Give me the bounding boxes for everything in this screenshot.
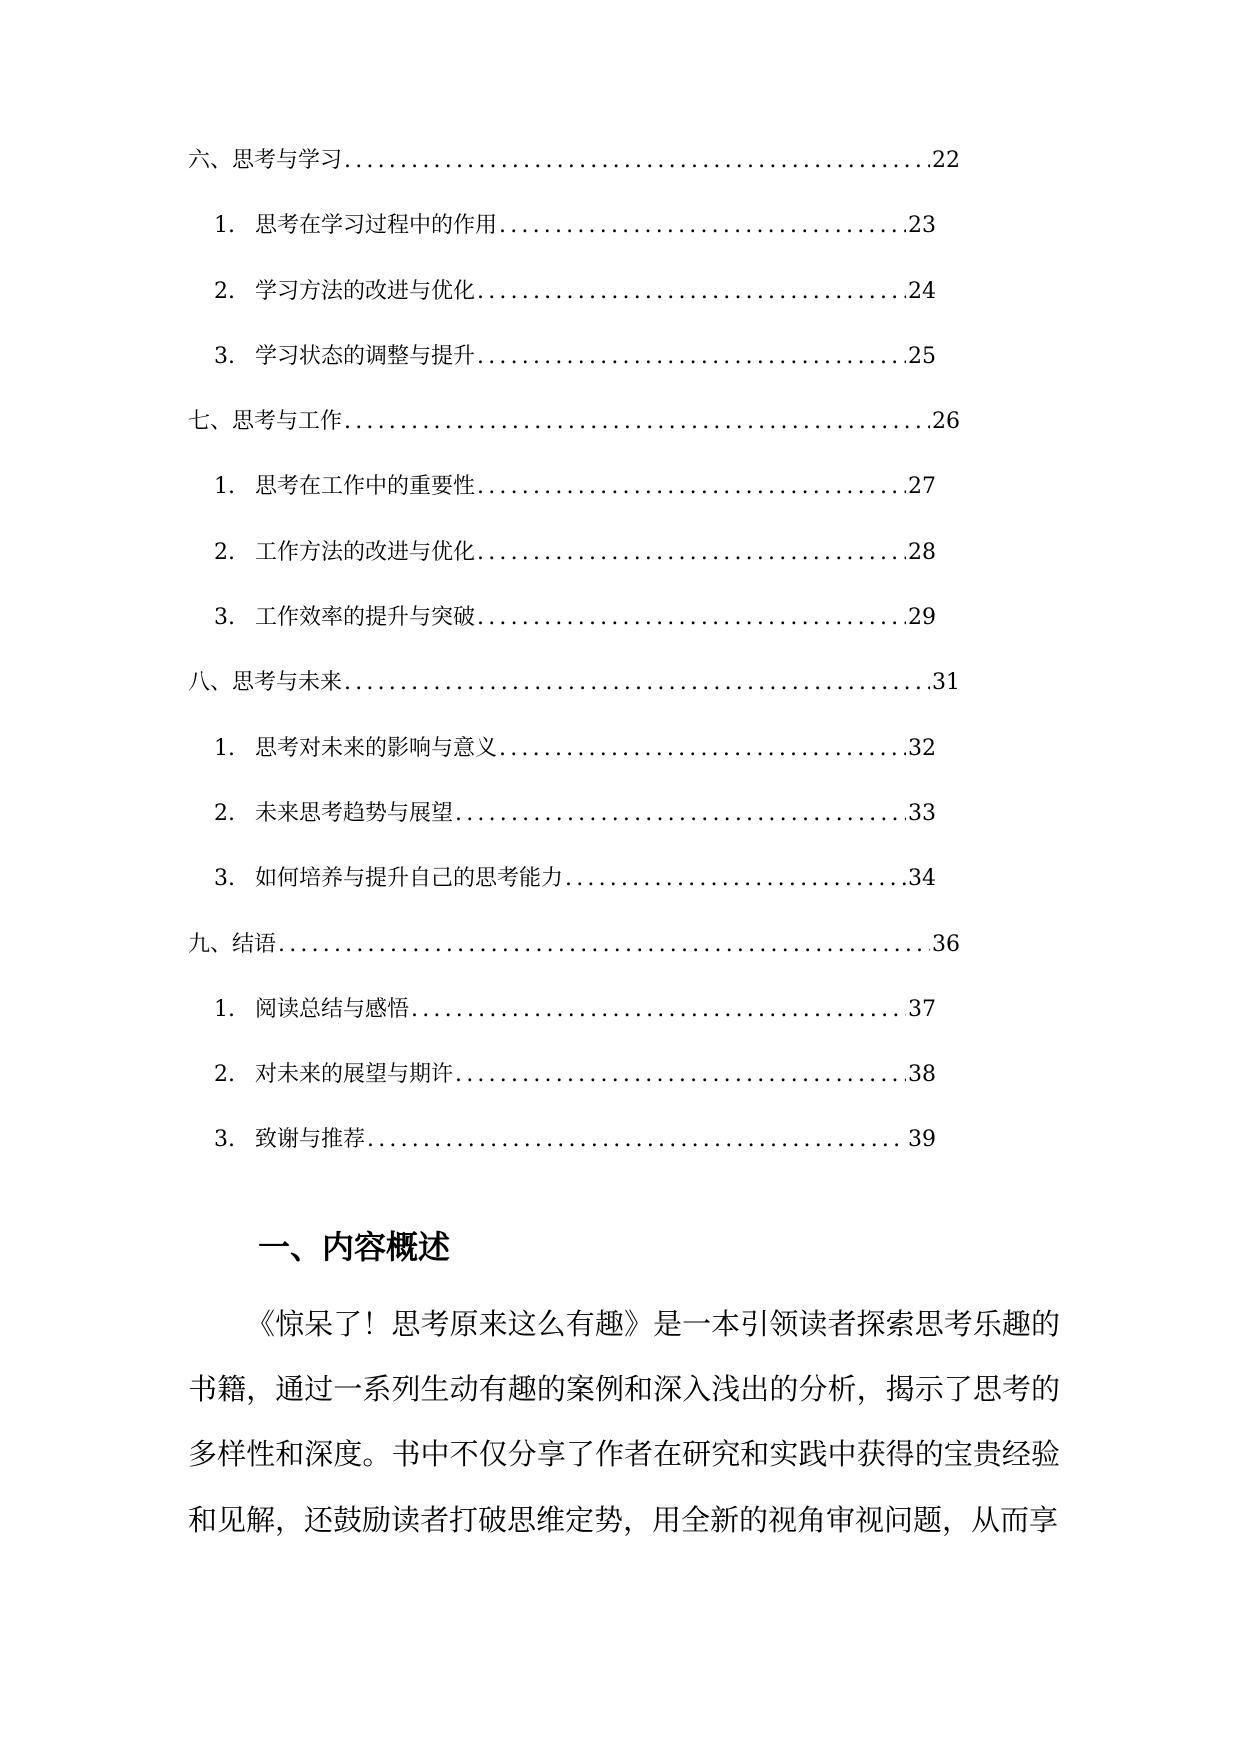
toc-entry-title: 六、思考与学习 — [188, 148, 343, 173]
toc-entry[interactable] — [188, 146, 960, 211]
toc-entry-page-number: 26 — [932, 409, 960, 435]
toc-entry[interactable] — [188, 864, 936, 929]
toc-dot-leader — [477, 472, 906, 502]
toc-dot-leader — [455, 1060, 906, 1090]
toc-entry-page-number: 39 — [908, 1127, 936, 1153]
toc-entry[interactable] — [188, 211, 936, 276]
toc-entry[interactable] — [188, 734, 936, 799]
toc-entry-title: 工作效率的提升与突破 — [255, 605, 476, 631]
toc-dot-leader — [477, 342, 906, 372]
toc-entry-title: 思考在工作中的重要性 — [255, 474, 476, 500]
toc-entry-title: 七、思考与工作 — [188, 409, 343, 435]
body-paragraph: 《惊呆了！思考原来这么有趣》是一本引领读者探索思考乐趣的书籍，通过一系列生动有趣的案例和深入浅出的分析，揭示了思考的多样性和深度。书中不仅分享了作者在研究和实践中获得的宝贵经验和见解，还鼓励读者打破思维定势，用全新的视角审视问题，从而享 — [188, 1307, 1060, 1537]
toc-dot-leader — [477, 538, 906, 568]
toc-entry-number: 3. — [214, 605, 235, 631]
toc-entry-page-number: 36 — [932, 931, 960, 957]
toc-dot-leader — [565, 864, 906, 894]
toc-entry[interactable] — [188, 799, 936, 864]
section-heading: 一、内容概述 — [258, 1228, 451, 1266]
toc-entry-number: 3. — [214, 866, 235, 892]
toc-entry-page-number: 28 — [908, 539, 936, 565]
toc-entry[interactable] — [188, 1125, 936, 1190]
toc-entry-number: 2. — [214, 539, 235, 565]
toc-entry-page-number: 32 — [908, 735, 936, 761]
toc-entry-page-number: 38 — [908, 1062, 936, 1088]
toc-entry-title: 如何培养与提升自己的思考能力 — [255, 866, 564, 892]
toc-entry[interactable] — [188, 1060, 936, 1125]
toc-entry-number: 1. — [214, 735, 235, 761]
toc-entry[interactable] — [188, 407, 960, 472]
toc-entry-title: 思考对未来的影响与意义 — [255, 735, 498, 761]
toc-entry-page-number: 22 — [932, 148, 960, 173]
toc-entry-number: 1. — [214, 474, 235, 500]
toc-entry[interactable] — [188, 603, 936, 668]
toc-entry[interactable] — [188, 538, 936, 603]
toc-entry-number: 2. — [214, 1062, 235, 1088]
toc-entry-page-number: 37 — [908, 996, 936, 1022]
toc-entry-page-number: 29 — [908, 605, 936, 631]
toc-dot-leader — [344, 668, 930, 698]
toc-dot-leader — [455, 799, 906, 829]
toc-dot-leader — [344, 407, 930, 437]
toc-entry[interactable] — [188, 342, 936, 407]
toc-entry-page-number: 33 — [908, 800, 936, 826]
toc-entry-page-number: 23 — [908, 213, 936, 239]
toc-dot-leader — [477, 277, 906, 307]
toc-entry-number: 2. — [214, 800, 235, 826]
toc-entry-title: 学习状态的调整与提升 — [255, 343, 476, 369]
toc-entry-title: 学习方法的改进与优化 — [255, 278, 476, 304]
toc-dot-leader — [499, 211, 906, 241]
toc-entry-title: 对未来的展望与期许 — [255, 1062, 454, 1088]
toc-entry-number: 3. — [214, 1127, 235, 1153]
toc-entry[interactable] — [188, 930, 960, 995]
toc-dot-leader — [278, 930, 930, 960]
toc-dot-leader — [499, 734, 906, 764]
toc-entry-page-number: 27 — [908, 474, 936, 500]
toc-entry-title: 八、思考与未来 — [188, 670, 343, 696]
toc-entry-number: 2. — [214, 278, 235, 304]
toc-dot-leader — [477, 603, 906, 633]
toc-entry-page-number: 24 — [908, 278, 936, 304]
toc-entry-page-number: 34 — [908, 866, 936, 892]
toc-entry-title: 未来思考趋势与展望 — [255, 800, 454, 826]
toc-entry-number: 1. — [214, 213, 235, 239]
toc-entry[interactable] — [188, 472, 936, 537]
toc-entry-title: 阅读总结与感悟 — [255, 996, 410, 1022]
toc-entry[interactable] — [188, 995, 936, 1060]
toc-entry-page-number: 31 — [932, 670, 960, 696]
toc-entry-title: 思考在学习过程中的作用 — [255, 213, 498, 239]
toc-entry-page-number: 25 — [908, 343, 936, 369]
toc-entry[interactable] — [188, 277, 936, 342]
toc-entry-title: 工作方法的改进与优化 — [255, 539, 476, 565]
toc-dot-leader — [367, 1125, 906, 1155]
toc-entry[interactable] — [188, 668, 960, 733]
toc-entry-title: 九、结语 — [188, 931, 277, 957]
table-of-contents — [188, 146, 960, 1191]
toc-entry-number: 3. — [214, 343, 235, 369]
toc-entry-title: 致谢与推荐 — [255, 1127, 366, 1153]
toc-dot-leader — [411, 995, 906, 1025]
toc-dot-leader — [344, 146, 930, 176]
toc-entry-number: 1. — [214, 996, 235, 1022]
